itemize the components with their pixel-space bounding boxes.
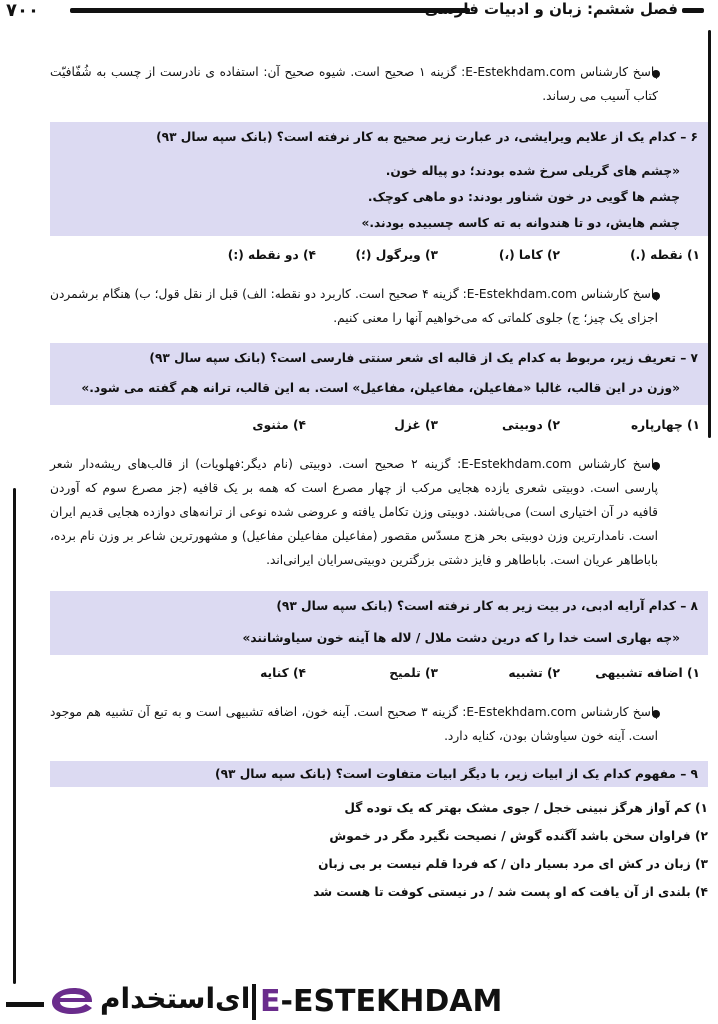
logo-letter-e: E xyxy=(260,984,281,1019)
answer-6: پاسخ کارشناس E-Estekhdam.com: گزینه ۴ صحیح است. کاربرد دو نقطه: الف) قبل از نقل قول؛ ب) هنگام برشمردن اجزای یک چیز؛ ج) جلوی کلماتی که می‌خواهیم آنها را معنی کنیم. xyxy=(50,287,658,325)
option-1[interactable]: ۱) کم آواز هرگز نبینی خجل / جوی مشک بهتر که یک توده گل xyxy=(344,801,708,815)
option-3[interactable]: ۳) تلمیح xyxy=(389,666,438,680)
option-4[interactable]: ۴) کنایه xyxy=(260,666,306,680)
poem-line: «چشم های گریلی سرخ شده بودند؛ دو پیاله خون. xyxy=(385,164,680,178)
option-4[interactable]: ۴) مثنوی xyxy=(252,418,306,432)
header-rule xyxy=(70,8,470,13)
footer-rule xyxy=(6,1002,44,1007)
question-8-text: «چه بهاری است خدا را که درین دشت ملال / لاله ها آینه خون سیاوشانند» xyxy=(242,631,680,645)
logo-wordmark: -ESTEKHDAM xyxy=(280,984,503,1019)
answer-7: پاسخ کارشناس E-Estekhdam.com: گزینه ۲ صحیح است. دوبیتی (نام دیگر:فهلویات) از قالب‌های ریشه‌دار شعر پارسی است. دوبیتی شعری یازده هجایی مرکب از چهار مصرع است که همه بر یک قافیه (جز مصرع سوم که آوردن قافیه در آن اختیاری است) می‌باشند. دوبیتی وزن تکامل یافته و عروضی شده نوعی از ترانه‌های دوازده هجایی قدیم ایران است. نامدارترین وزن دوبیتی بحر هزج مسدّس مقصور (مفاعیلن مفاعیلن مفاعیل) و مشهورترین شاعر بر وزن نام برده، باباطاهر عریان است. باباطاهر و فایز دشتی بزرگترین دوبیتی‌سرایان ایرانی‌اند. xyxy=(50,457,658,567)
option-2[interactable]: ۲) کاما (،) xyxy=(498,248,560,262)
logo-persian-text: ای‌استخدام xyxy=(100,982,251,1015)
question-6-options xyxy=(50,248,700,268)
question-8-box xyxy=(50,591,708,655)
option-3[interactable]: ۳) زبان در کش ای مرد بسیار دان / که فردا قلم نیست بر بی زبان xyxy=(318,857,708,871)
question-6-text xyxy=(50,148,708,236)
logo-english-text xyxy=(260,984,502,1019)
question-9-title: ۹ – مفهوم کدام یک از ابیات زیر، با دیگر ابیات متفاوت است؟ (بانک سپه سال ۹۳) xyxy=(215,767,698,781)
question-8-options xyxy=(50,666,700,686)
logo-separator xyxy=(252,984,256,1020)
margin-line-right xyxy=(708,30,711,438)
option-2[interactable]: ۲) دوبیتی xyxy=(502,418,560,432)
brand-logo-icon xyxy=(46,985,98,1017)
question-7-box xyxy=(50,343,708,405)
question-8-title: ۸ – کدام آرایه ادبی، در بیت زیر به کار نرفته است؟ (بانک سپه سال ۹۳) xyxy=(276,599,698,613)
poem-line: چشم ها گویی در خون شناور بودند: دو ماهی کوچک. xyxy=(367,190,680,204)
answer-8: پاسخ کارشناس E-Estekhdam.com: گزینه ۳ صحیح است. آینه خون، اضافه تشبیهی است و به تبع آن تشبیه هم موجود است. آینه خون سیاوشان بودن، کنایه دارد. xyxy=(50,705,658,743)
option-1[interactable]: ۱) نقطه (.) xyxy=(630,248,700,262)
question-6-title: ۶ – کدام یک از علایم ویرایشی، در عبارت زیر صحیح به کار نرفته است؟ (بانک سپه سال ۹۳) xyxy=(156,130,698,144)
option-1[interactable]: ۱) چهارپاره xyxy=(630,418,700,432)
header-rule-right xyxy=(682,8,704,13)
option-3[interactable]: ۳) غزل xyxy=(394,418,438,432)
question-7-options xyxy=(50,418,700,438)
option-3[interactable]: ۳) ویرگول (؛) xyxy=(355,248,438,262)
question-6-box xyxy=(50,122,708,236)
option-1[interactable]: ۱) اضافه تشبیهی xyxy=(595,666,700,680)
question-9-options xyxy=(50,794,708,906)
margin-line-left xyxy=(13,488,16,984)
question-7-title: ۷ – تعریف زیر، مربوط به کدام یک از قالبه ای شعر سنتی فارسی است؟ (بانک سپه سال ۹۳) xyxy=(149,351,698,365)
answer-5: پاسخ کارشناس E-Estekhdam.com: گزینه ۱ صحیح است. شیوه صحیح آن: استفاده ی نادرست از چسب به شُفّافیّت کتاب آسیب می رساند. xyxy=(50,65,658,103)
option-4[interactable]: ۴) دو نقطه (:) xyxy=(227,248,316,262)
option-2[interactable]: ۲) تشبیه xyxy=(508,666,560,680)
option-4[interactable]: ۴) بلندی از آن یافت که او پست شد / در نیستی کوفت تا هست شد xyxy=(313,885,708,899)
poem-line: چشم هایش، دو تا هندوانه به ته کاسه چسبیده بودند.» xyxy=(361,216,680,230)
page-number: ۷۰۰ xyxy=(6,0,39,21)
question-9-box xyxy=(50,761,708,787)
question-7-text: «وزن در این قالب، غالبا «مفاعیلن، مفاعیلن، مفاعیل» است. به این قالب، ترانه هم گفته می شود.» xyxy=(81,381,680,395)
chapter-title: فصل ششم: زبان و ادبیات فارسی xyxy=(424,0,678,18)
option-2[interactable]: ۲) فراوان سخن باشد آگنده گوش / نصیحت نگیرد مگر در خموش xyxy=(329,829,708,843)
